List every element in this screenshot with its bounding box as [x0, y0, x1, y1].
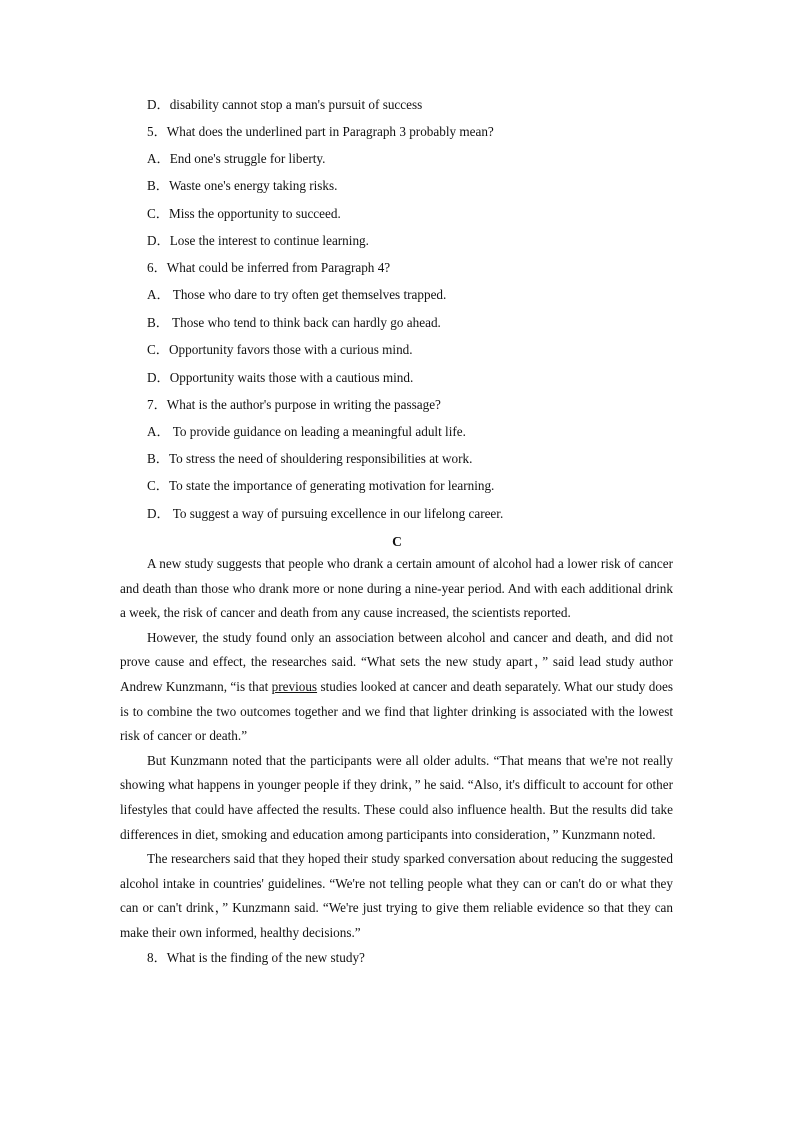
- reading-passage: [120, 552, 673, 970]
- question-7-stem: 7．What is the author's purpose in writing the passage?: [147, 397, 441, 412]
- question-5-stem: 5．What does the underlined part in Paragraph 3 probably mean?: [147, 124, 494, 139]
- underlined-word: previous: [271, 678, 318, 694]
- passage-paragraph-2: [120, 626, 673, 749]
- question-6-option-c: C．Opportunity favors those with a curious mind.: [147, 342, 413, 357]
- question-6-option-d: D．Opportunity waits those with a cautious mind.: [147, 370, 414, 385]
- passage-paragraph-4: The researchers said that they hoped their study sparked conversation about reducing the suggested alcohol intake in countries' guidelines. “We're not telling people what they can or can't do or what they can or can't drink，” Kunzmann said. “We're just trying to give them reliable evidence so that they can make their own informed, healthy decisions.”: [120, 851, 673, 940]
- question-6-option-a: A． Those who dare to try often get themselves trapped.: [147, 287, 447, 302]
- question-5-option-c: C．Miss the opportunity to succeed.: [147, 206, 341, 221]
- question-5-option-a: A．End one's struggle for liberty.: [147, 151, 326, 166]
- question-7-option-b: B．To stress the need of shouldering responsibilities at work.: [147, 451, 473, 466]
- question-6-stem: 6．What could be inferred from Paragraph 4?: [147, 260, 391, 275]
- paragraph-2-text-start: However, the study found only an association between alcohol and cancer and death, and did not prove cause and effect, the researches said. “What sets the new study apart，” said lead study author Andrew Kunzmann, “is that: [120, 629, 673, 694]
- passage-paragraph-1: A new study suggests that people who drank a certain amount of alcohol had a lower risk of cancer and death than those who drank more or none during a nine-year period. And with each additional drink a week, the risk of cancer and death from any cause increased, the scientists reported.: [120, 556, 673, 621]
- question-6-option-b: B． Those who tend to think back can hardly go ahead.: [147, 315, 441, 330]
- question-8-stem: 8．What is the finding of the new study?: [147, 949, 365, 965]
- question-7-option-c: C．To state the importance of generating motivation for learning.: [147, 478, 495, 493]
- passage-paragraph-3: But Kunzmann noted that the participants were all older adults. “That means that we're not really showing what happens in younger people if they drink，” he said. “Also, it's difficult to account for other lifestyles that could have affected the results. These could also influence health. But the results did take differences in diet, smoking and education among participants into consideration，” Kunzmann noted.: [120, 752, 673, 842]
- question-5-option-d: D．Lose the interest to continue learning.: [147, 233, 369, 248]
- question-7-option-d: D． To suggest a way of pursuing excellence in our lifelong career.: [147, 506, 504, 521]
- question-4-option-d: D．disability cannot stop a man's pursuit of success: [147, 97, 423, 112]
- section-heading: C: [392, 534, 402, 549]
- paragraph-2-text-end: studies looked at cancer and death separately. What our study does is to combine the two outcomes together and we find that lighter drinking is associated with the lowest risk of cancer or death.”: [120, 678, 673, 744]
- question-5-option-b: B．Waste one's energy taking risks.: [147, 178, 338, 193]
- question-7-option-a: A． To provide guidance on leading a meaningful adult life.: [147, 424, 466, 439]
